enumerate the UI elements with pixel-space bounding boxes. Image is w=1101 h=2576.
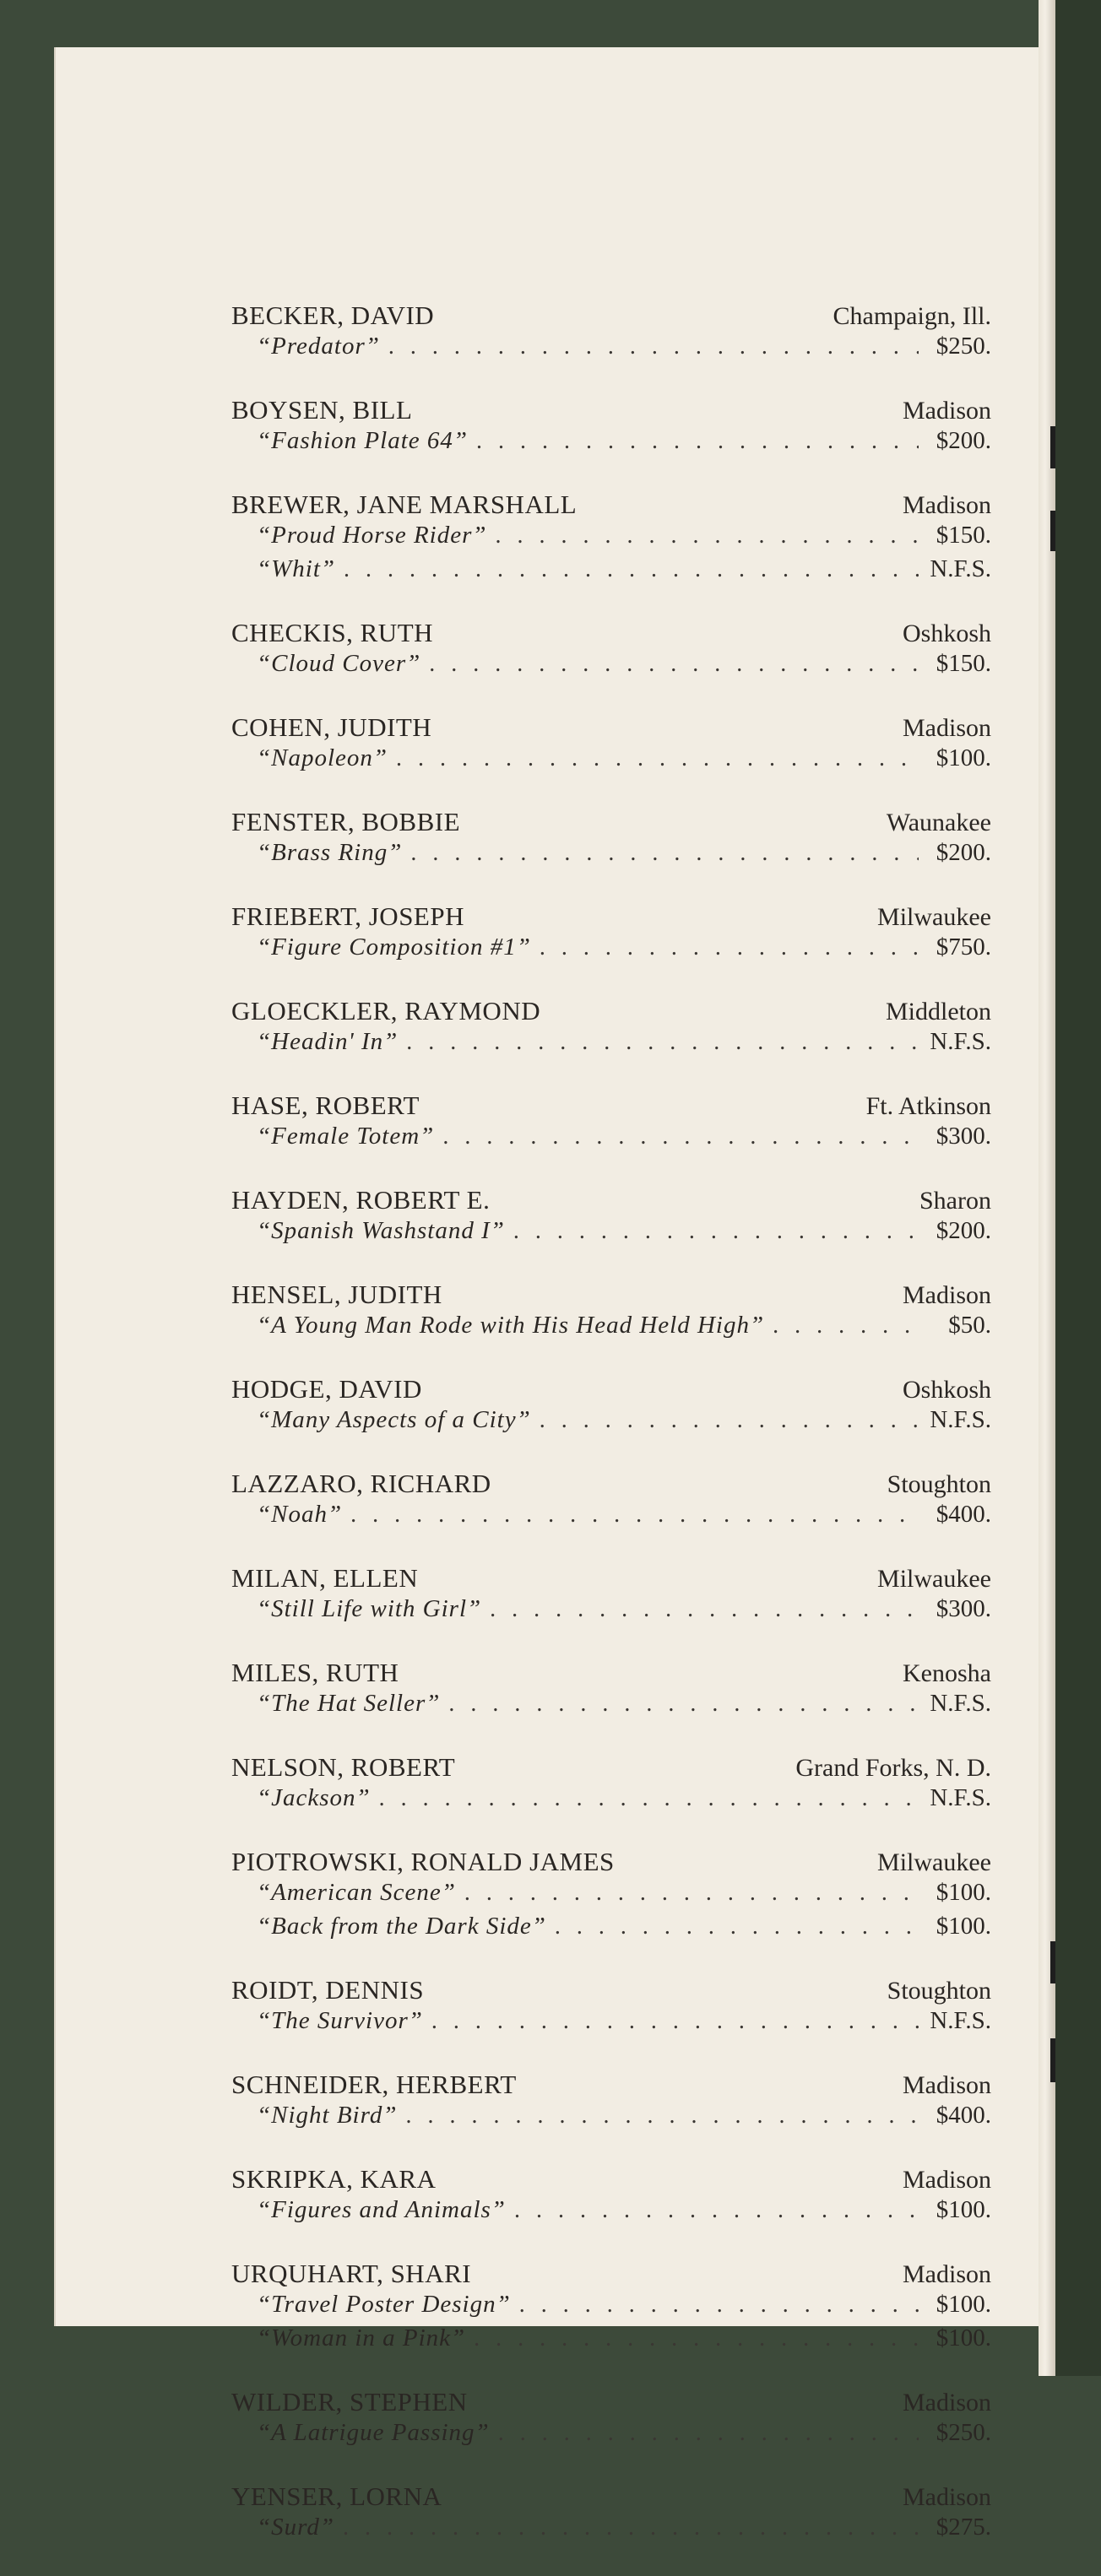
artwork-title: “Still Life with Girl”: [257, 1595, 482, 1622]
artwork-price: $275.: [936, 2514, 991, 2541]
entry-header: [231, 618, 991, 650]
artist-city: Madison: [903, 2071, 991, 2099]
exhibitor-entry: [231, 712, 991, 778]
artwork-price: $100.: [936, 2291, 991, 2318]
artwork-row: [231, 934, 991, 967]
artwork-row: [231, 427, 991, 461]
exhibitor-entry: [231, 1975, 991, 2041]
leader-dots: [546, 1913, 919, 1940]
leader-dots: [342, 1502, 919, 1529]
leader-dots: [380, 333, 919, 360]
leader-dots: [531, 1407, 919, 1434]
artist-name: FRIEBERT, JOSEPH: [231, 901, 464, 931]
artist-name: NELSON, ROBERT: [231, 1752, 456, 1782]
artwork-row: [231, 2324, 991, 2358]
leader-dots: [420, 651, 919, 678]
artwork-price: $300.: [936, 1595, 991, 1622]
artwork-title: “Predator”: [257, 333, 380, 360]
artist-name: BECKER, DAVID: [231, 300, 435, 330]
artwork-title: “Napoleon”: [257, 744, 388, 771]
leader-dots: [506, 2197, 919, 2224]
artwork-row: [231, 1784, 991, 1818]
artwork-price: $100.: [936, 1879, 991, 1906]
exhibitor-entry: [231, 618, 991, 684]
artwork-row: [231, 2102, 991, 2135]
binding-mark: [1050, 426, 1055, 468]
artist-name: LAZZARO, RICHARD: [231, 1469, 491, 1498]
exhibitor-entry: [231, 2070, 991, 2135]
entry-header: [231, 1185, 991, 1217]
artist-city: Madison: [903, 2389, 991, 2416]
artist-name: COHEN, JUDITH: [231, 712, 432, 742]
artwork-row: [231, 1406, 991, 1440]
exhibitor-entry: [231, 996, 991, 1062]
entry-header: [231, 1847, 991, 1879]
artwork-row: [231, 1690, 991, 1724]
entry-header: [231, 490, 991, 522]
exhibitor-entry: [231, 807, 991, 873]
artwork-price: $200.: [936, 839, 991, 866]
artist-name: MILAN, ELLEN: [231, 1563, 419, 1593]
artist-name: BREWER, JANE MARSHALL: [231, 490, 578, 519]
binding-mark: [1050, 511, 1055, 551]
leader-dots: [440, 1691, 919, 1718]
artist-name: YENSER, LORNA: [231, 2481, 442, 2511]
artwork-price: $50.: [948, 1312, 991, 1339]
entry-header: [231, 1374, 991, 1406]
artist-city: Middleton: [886, 998, 991, 1026]
leader-dots: [468, 428, 919, 455]
artwork-price: $100.: [936, 744, 991, 771]
exhibitor-list: [231, 300, 991, 2576]
artwork-row: [231, 744, 991, 778]
artist-name: HAYDEN, ROBERT E.: [231, 1185, 491, 1215]
exhibitor-entry: [231, 1185, 991, 1251]
artist-city: Champaign, Ill.: [833, 302, 991, 330]
leader-dots: [335, 556, 919, 583]
leader-dots: [465, 2325, 919, 2352]
page-edge: [1039, 0, 1055, 2376]
artist-name: HENSEL, JUDITH: [231, 1280, 442, 1309]
leader-dots: [423, 2008, 919, 2035]
leader-dots: [487, 522, 919, 549]
artwork-title: “A Latrigue Passing”: [257, 2419, 490, 2446]
entry-header: [231, 2164, 991, 2196]
artwork-title: “Figures and Animals”: [257, 2196, 506, 2223]
leader-dots: [402, 840, 919, 867]
artist-city: Oshkosh: [902, 1376, 991, 1404]
entry-header: [231, 1090, 991, 1123]
artwork-price: $250.: [936, 333, 991, 360]
artist-name: PIOTROWSKI, RONALD JAMES: [231, 1847, 615, 1876]
artist-name: CHECKIS, RUTH: [231, 618, 434, 647]
exhibitor-entry: [231, 2164, 991, 2230]
artist-name: SCHNEIDER, HERBERT: [231, 2070, 517, 2099]
artist-name: URQUHART, SHARI: [231, 2259, 472, 2288]
artist-city: Ft. Atkinson: [865, 1092, 991, 1120]
entry-header: [231, 2481, 991, 2514]
artwork-title: “Fashion Plate 64”: [257, 427, 469, 454]
exhibitor-entry: [231, 1090, 991, 1156]
exhibitor-entry: [231, 2481, 991, 2547]
artwork-row: [231, 650, 991, 684]
leader-dots: [764, 1312, 919, 1339]
entry-header: [231, 2259, 991, 2291]
artist-city: Madison: [903, 2166, 991, 2194]
artwork-price: $400.: [936, 1501, 991, 1528]
artwork-price: $750.: [936, 934, 991, 961]
artist-name: ROIDT, DENNIS: [231, 1975, 425, 2005]
artwork-price: N.F.S.: [930, 555, 991, 582]
entry-header: [231, 1563, 991, 1595]
artwork-row: [231, 1879, 991, 1913]
binding-mark: [1050, 1941, 1055, 1983]
artwork-row: [231, 1312, 991, 1345]
exhibitor-entry: [231, 1563, 991, 1629]
artwork-title: “Travel Poster Design”: [257, 2291, 511, 2318]
artwork-title: “A Young Man Rode with His Head Held High”: [257, 1312, 765, 1339]
exhibitor-entry: [231, 1658, 991, 1724]
artist-city: Kenosha: [903, 1659, 991, 1687]
artwork-price: $200.: [936, 1217, 991, 1244]
artwork-row: [231, 2196, 991, 2230]
artwork-row: [231, 1028, 991, 1062]
leader-dots: [397, 2102, 919, 2130]
exhibitor-entry: [231, 1374, 991, 1440]
artwork-row: [231, 1913, 991, 1946]
entry-header: [231, 395, 991, 427]
leader-dots: [456, 1880, 919, 1907]
exhibitor-entry: [231, 490, 991, 589]
leader-dots: [505, 1218, 919, 1245]
artwork-title: “American Scene”: [257, 1879, 456, 1906]
artist-city: Madison: [903, 714, 991, 742]
artist-city: Oshkosh: [902, 620, 991, 647]
artwork-row: [231, 2514, 991, 2547]
leader-dots: [434, 1123, 919, 1150]
artist-name: FENSTER, BOBBIE: [231, 807, 461, 836]
artwork-row: [231, 1123, 991, 1156]
artist-city: Stoughton: [887, 1470, 991, 1498]
artist-name: HASE, ROBERT: [231, 1090, 420, 1120]
artwork-title: “Headin' In”: [257, 1028, 399, 1055]
leader-dots: [490, 2420, 919, 2447]
artwork-price: $250.: [936, 2419, 991, 2446]
exhibitor-entry: [231, 901, 991, 967]
entry-header: [231, 807, 991, 839]
artwork-title: “Figure Composition #1”: [257, 934, 531, 961]
artwork-price: N.F.S.: [930, 2007, 991, 2034]
exhibitor-entry: [231, 1847, 991, 1946]
artist-city: Madison: [903, 491, 991, 519]
artist-city: Madison: [903, 2260, 991, 2288]
artwork-row: [231, 2007, 991, 2041]
artist-city: Madison: [903, 2483, 991, 2511]
artwork-title: “Woman in a Pink”: [257, 2324, 466, 2351]
exhibitor-entry: [231, 300, 991, 366]
artwork-row: [231, 522, 991, 555]
artist-city: Madison: [903, 397, 991, 425]
leader-dots: [388, 745, 919, 772]
artwork-row: [231, 2291, 991, 2324]
artwork-title: “Night Bird”: [257, 2102, 398, 2129]
artwork-title: “Many Aspects of a City”: [257, 1406, 531, 1433]
entry-header: [231, 1658, 991, 1690]
leader-dots: [511, 2292, 919, 2319]
artwork-title: “Whit”: [257, 555, 336, 582]
artwork-row: [231, 555, 991, 589]
artwork-title: “Surd”: [257, 2514, 334, 2541]
artist-name: MILES, RUTH: [231, 1658, 399, 1687]
exhibitor-entry: [231, 2387, 991, 2453]
artwork-price: N.F.S.: [930, 1406, 991, 1433]
entry-header: [231, 1975, 991, 2007]
exhibitor-entry: [231, 1469, 991, 1534]
artist-city: Milwaukee: [877, 1565, 991, 1593]
artwork-title: “Jackson”: [257, 1784, 371, 1811]
artwork-row: [231, 1217, 991, 1251]
artwork-row: [231, 333, 991, 366]
artist-name: HODGE, DAVID: [231, 1374, 422, 1404]
exhibitor-entry: [231, 1752, 991, 1818]
entry-header: [231, 2070, 991, 2102]
artwork-title: “Female Totem”: [257, 1123, 435, 1150]
artwork-price: $300.: [936, 1123, 991, 1150]
entry-header: [231, 996, 991, 1028]
artwork-title: “Cloud Cover”: [257, 650, 421, 677]
entry-header: [231, 300, 991, 333]
leader-dots: [371, 1785, 919, 1812]
leader-dots: [481, 1596, 919, 1623]
artist-name: BOYSEN, BILL: [231, 395, 413, 425]
exhibitor-entry: [231, 1280, 991, 1345]
leader-dots: [398, 1029, 919, 1056]
artwork-price: $100.: [936, 1913, 991, 1940]
artwork-price: $200.: [936, 427, 991, 454]
artwork-title: “The Survivor”: [257, 2007, 423, 2034]
entry-header: [231, 901, 991, 934]
artwork-title: “Back from the Dark Side”: [257, 1913, 546, 1940]
background-strip: [1054, 0, 1101, 2376]
artist-city: Madison: [903, 1281, 991, 1309]
artwork-row: [231, 1595, 991, 1629]
artist-city: Milwaukee: [877, 903, 991, 931]
entry-header: [231, 1280, 991, 1312]
artwork-price: $150.: [936, 522, 991, 549]
artwork-price: $100.: [936, 2324, 991, 2351]
leader-dots: [531, 934, 919, 961]
artwork-title: “Spanish Washstand I”: [257, 1217, 505, 1244]
artwork-price: $400.: [936, 2102, 991, 2129]
leader-dots: [334, 2514, 919, 2541]
artwork-row: [231, 839, 991, 873]
exhibitor-entry: [231, 2259, 991, 2358]
artist-name: GLOECKLER, RAYMOND: [231, 996, 541, 1026]
entry-header: [231, 2387, 991, 2419]
artist-city: Stoughton: [887, 1977, 991, 2005]
artwork-title: “Proud Horse Rider”: [257, 522, 487, 549]
artwork-row: [231, 1501, 991, 1534]
artwork-title: “The Hat Seller”: [257, 1690, 441, 1717]
entry-header: [231, 712, 991, 744]
artwork-price: N.F.S.: [930, 1690, 991, 1717]
artist-city: Waunakee: [886, 809, 991, 836]
artist-city: Sharon: [919, 1187, 991, 1215]
artwork-price: N.F.S.: [930, 1028, 991, 1055]
artwork-price: N.F.S.: [930, 1784, 991, 1811]
catalog-page: [54, 47, 1052, 2541]
artwork-row: [231, 2419, 991, 2453]
artwork-title: “Noah”: [257, 1501, 343, 1528]
artist-name: SKRIPKA, KARA: [231, 2164, 437, 2194]
exhibitor-entry: [231, 395, 991, 461]
artwork-title: “Brass Ring”: [257, 839, 403, 866]
artwork-price: $150.: [936, 650, 991, 677]
binding-mark: [1050, 2038, 1055, 2082]
artwork-price: $100.: [936, 2196, 991, 2223]
artist-name: WILDER, STEPHEN: [231, 2387, 468, 2416]
entry-header: [231, 1469, 991, 1501]
artist-city: Milwaukee: [877, 1848, 991, 1876]
artist-city: Grand Forks, N. D.: [795, 1754, 991, 1782]
entry-header: [231, 1752, 991, 1784]
